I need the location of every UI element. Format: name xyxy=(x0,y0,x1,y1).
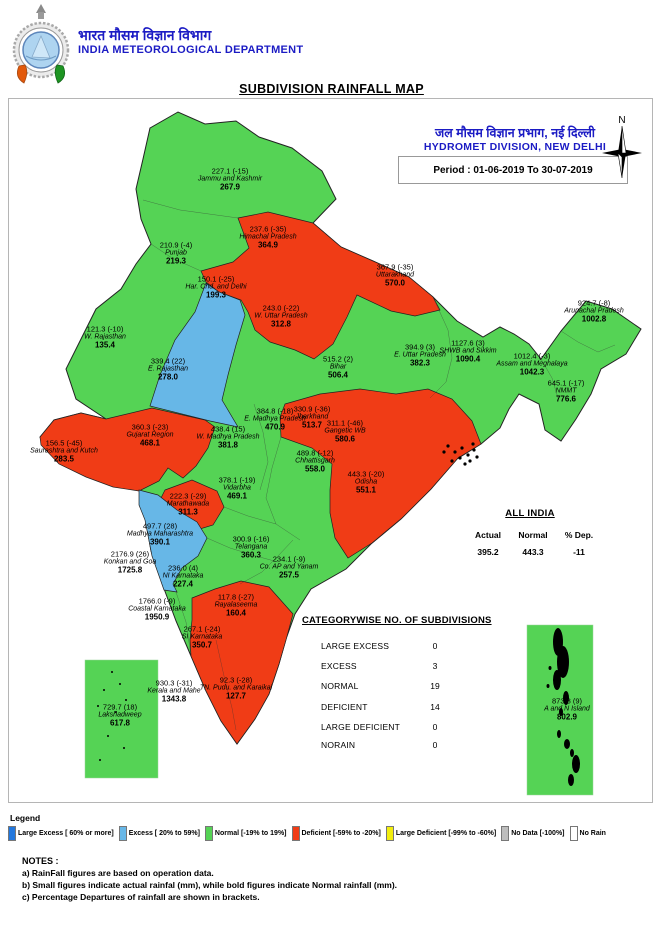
actual-rainfall: 367.9 (-35) xyxy=(376,262,414,272)
period-text: Period : 01-06-2019 To 30-07-2019 xyxy=(433,164,593,176)
category-row-label: DEFICIENT xyxy=(321,702,368,712)
normal-rainfall: 360.3 xyxy=(240,550,262,560)
normal-rainfall: 382.3 xyxy=(409,358,431,368)
actual-rainfall: 117.8 (-27) xyxy=(217,592,255,602)
subdivision-label-odisha xyxy=(348,470,385,495)
legend-item xyxy=(8,826,114,841)
all-india-col-actual: Actual xyxy=(475,530,501,540)
subdivision-label-gangetic-wb xyxy=(324,419,365,444)
note-line-b: b) Small figures indicate actual rainfal (mm), while bold figures indicate Normal rainfall (mm). xyxy=(22,880,398,890)
category-row-label: LARGE DEFICIENT xyxy=(321,722,401,732)
normal-rainfall: 469.1 xyxy=(226,491,248,501)
subdivision-name: W. Rajasthan xyxy=(84,333,126,341)
subdivision-name: Uttarakhand xyxy=(375,271,415,279)
category-row-value: 0 xyxy=(432,641,438,651)
subdivision-label-konkan-and-goa xyxy=(104,550,157,575)
category-row-label: NORAIN xyxy=(321,740,356,750)
normal-rainfall: 127.7 xyxy=(225,691,247,701)
legend-swatch xyxy=(570,826,578,841)
normal-rainfall: 278.0 xyxy=(157,372,179,382)
subdivision-label-shwb-and-sikkim xyxy=(439,339,496,364)
all-india-col-dep: % Dep. xyxy=(564,530,594,540)
period-box xyxy=(398,156,628,184)
subdivision-name: NI Karnataka xyxy=(162,572,204,580)
actual-rainfall: 156.5 (-45) xyxy=(45,438,83,448)
actual-rainfall: 237.6 (-35) xyxy=(249,224,287,234)
subdivision-label-madhya-maharashtra xyxy=(127,522,193,547)
subdivision-name: E. Madhya Pradesh xyxy=(244,415,306,423)
all-india-actual: 395.2 xyxy=(477,547,499,557)
subdivision-label-gujarat-region xyxy=(126,423,173,448)
category-row-value: 0 xyxy=(432,722,438,732)
actual-rainfall: 497.7 (28) xyxy=(142,521,178,531)
actual-rainfall: 924.7 (-8) xyxy=(577,298,611,308)
actual-rainfall: 360.3 (-23) xyxy=(131,422,169,432)
subdivision-name: W. Uttar Pradesh xyxy=(254,312,308,320)
legend-swatch xyxy=(119,826,127,841)
subdivision-label-assam-and-meghalaya xyxy=(496,352,567,377)
normal-rainfall: 283.5 xyxy=(53,454,75,464)
legend-label: Large Excess [ 60% or more] xyxy=(18,830,114,837)
subdivision-name: Lakshadweep xyxy=(98,711,142,719)
subdivision-name: Arunachal Pradesh xyxy=(564,307,624,315)
actual-rainfall: 339.4 (22) xyxy=(150,356,186,366)
actual-rainfall: 438.4 (15) xyxy=(210,424,246,434)
subdivision-label-lakshadweep xyxy=(98,703,141,728)
category-row-value: 3 xyxy=(432,661,438,671)
subdivision-name: W. Madhya Pradesh xyxy=(196,433,260,441)
subdivision-label-si-karnataka xyxy=(182,625,222,650)
normal-rainfall: 1090.4 xyxy=(455,354,481,364)
normal-rainfall: 1002.8 xyxy=(581,314,607,324)
actual-rainfall: 930.3 (-31) xyxy=(155,678,193,688)
normal-rainfall: 219.3 xyxy=(165,256,187,266)
actual-rainfall: 2176.9 (26) xyxy=(110,549,150,559)
subdivision-name: Assam and Meghalaya xyxy=(496,360,568,368)
notes-title: NOTES : xyxy=(22,856,59,866)
subdivision-name: Punjab xyxy=(165,249,187,257)
actual-rainfall: 443.3 (-20) xyxy=(347,469,385,479)
actual-rainfall: 873.8 (9) xyxy=(551,696,583,706)
normal-rainfall: 1042.3 xyxy=(519,367,545,377)
normal-rainfall: 513.7 xyxy=(301,420,323,430)
subdivision-name: Kerala and Mahe xyxy=(147,687,201,695)
subdivision-name: Madhya Maharashtra xyxy=(126,530,194,538)
legend-title: Legend xyxy=(10,813,41,823)
subdivision-label-co-ap-and-yanam xyxy=(260,555,319,580)
subdivision-label-e-uttar-pradesh xyxy=(394,343,446,368)
normal-rainfall: 1725.8 xyxy=(117,565,143,575)
legend-label: Deficient [-59% to -20%] xyxy=(301,830,381,837)
all-india-normal: 443.3 xyxy=(522,547,544,557)
actual-rainfall: 227.1 (-15) xyxy=(211,166,249,176)
actual-rainfall: 150.1 (-25) xyxy=(197,274,235,284)
actual-rainfall: 267.1 (-24) xyxy=(183,624,221,634)
header-hindi-title: भारत मौसम विज्ञान विभाग xyxy=(78,27,212,43)
normal-rainfall: 160.4 xyxy=(225,608,247,618)
legend xyxy=(8,826,658,841)
subdivision-label-saurashtra-and-kutch xyxy=(30,439,98,464)
subdivision-name: Himachal Pradesh xyxy=(239,233,297,241)
actual-rainfall: 1766.0 (-9) xyxy=(138,596,176,606)
subdivision-name: Odisha xyxy=(354,478,378,486)
actual-rainfall: 243.0 (-22) xyxy=(262,303,300,313)
subdivision-name: Jammu and Kashmir xyxy=(197,175,263,183)
subdivision-name: Rayalaseema xyxy=(214,601,258,609)
normal-rainfall: 558.0 xyxy=(304,464,326,474)
legend-swatch xyxy=(292,826,300,841)
category-row-label: LARGE EXCESS xyxy=(321,641,390,651)
legend-item xyxy=(501,826,564,841)
subdivision-label-nmmt xyxy=(548,379,585,404)
normal-rainfall: 135.4 xyxy=(94,340,116,350)
subdivision-label-uttarakhand xyxy=(376,263,414,288)
normal-rainfall: 350.7 xyxy=(191,640,213,650)
category-row-label: NORMAL xyxy=(321,681,359,691)
actual-rainfall: 394.9 (3) xyxy=(404,342,436,352)
legend-label: Large Deficient [-99% to -60%] xyxy=(395,830,497,837)
compass-n-label: N xyxy=(618,115,626,126)
legend-swatch xyxy=(8,826,16,841)
subdivision-name: Coastal Karnataka xyxy=(128,605,186,613)
normal-rainfall: 390.1 xyxy=(149,537,171,547)
legend-item xyxy=(205,826,287,841)
header-english-title: INDIA METEOROLOGICAL DEPARTMENT xyxy=(78,44,304,56)
normal-rainfall: 617.8 xyxy=(109,718,131,728)
category-row-value: 14 xyxy=(430,702,440,712)
subdivision-label-har-chd-and-delhi xyxy=(185,275,246,300)
legend-item xyxy=(386,826,496,841)
page-title: SUBDIVISION RAINFALL MAP xyxy=(239,82,424,96)
normal-rainfall: 802.9 xyxy=(556,712,578,722)
normal-rainfall: 570.0 xyxy=(384,278,406,288)
normal-rainfall: 580.6 xyxy=(334,434,356,444)
subdivision-name: TN. Pudu. and Karaikal xyxy=(199,684,273,692)
subdivision-name: Har. Chd. and Delhi xyxy=(185,283,247,291)
actual-rainfall: 121.3 (-10) xyxy=(86,324,124,334)
all-india-title: ALL INDIA xyxy=(505,508,555,519)
hydromet-english: HYDROMET DIVISION, NEW DELHI xyxy=(423,141,607,153)
legend-label: Excess [ 20% to 59%] xyxy=(128,830,200,837)
legend-item xyxy=(292,826,381,841)
legend-item xyxy=(119,826,200,841)
subdivision-label-arunachal-pradesh xyxy=(564,299,624,324)
normal-rainfall: 311.3 xyxy=(178,507,198,517)
subdivision-label-himachal-pradesh xyxy=(239,225,296,250)
subdivision-name: Marathawada xyxy=(166,500,210,508)
subdivision-label-e-rajasthan xyxy=(148,357,188,382)
normal-rainfall: 776.6 xyxy=(555,394,577,404)
actual-rainfall: 1127.6 (3) xyxy=(451,338,485,348)
subdivision-name: Bihar xyxy=(329,363,347,371)
subdivision-label-coastal-karnataka xyxy=(128,597,186,622)
hydromet-hindi: जल मौसम विज्ञान प्रभाग, नई दिल्ली xyxy=(434,126,596,140)
subdivision-name: Gangetic WB xyxy=(324,427,366,435)
actual-rainfall: 234.1 (-9) xyxy=(272,554,306,564)
actual-rainfall: 92.3 (-28) xyxy=(219,675,253,685)
category-row-label: EXCESS xyxy=(321,661,357,671)
subdivision-name: Telangana xyxy=(234,543,268,551)
actual-rainfall: 210.9 (-4) xyxy=(159,240,193,250)
actual-rainfall: 384.8 (-18) xyxy=(256,406,294,416)
category-row-value: 0 xyxy=(432,740,438,750)
normal-rainfall: 199.3 xyxy=(205,290,227,300)
subdivision-label-jammu-and-kashmir xyxy=(198,167,262,192)
actual-rainfall: 645.1 (-17) xyxy=(547,378,585,388)
subdivision-label-w-rajasthan xyxy=(84,325,126,350)
subdivision-name: Jharkhand xyxy=(295,413,329,421)
normal-rainfall: 312.8 xyxy=(270,319,292,329)
subdivision-label-a-and-n-island xyxy=(544,697,590,722)
normal-rainfall: 506.4 xyxy=(327,370,349,380)
subdivision-name: SHWB and Sikkim xyxy=(439,347,497,355)
note-line-c: c) Percentage Departures of rainfall are shown in brackets. xyxy=(22,892,260,902)
normal-rainfall: 267.9 xyxy=(219,182,241,192)
actual-rainfall: 311.1 (-46) xyxy=(326,418,364,428)
legend-swatch xyxy=(501,826,509,841)
actual-rainfall: 1012.4 (-3) xyxy=(513,351,551,361)
subdivision-name: Gujarat Region xyxy=(126,431,174,439)
subdivision-label-rayalaseema xyxy=(215,593,258,618)
actual-rainfall: 236.0 (4) xyxy=(167,563,199,573)
actual-rainfall: 729.7 (18) xyxy=(102,702,138,712)
normal-rainfall: 227.4 xyxy=(172,579,194,589)
all-india-dep: -11 xyxy=(573,547,585,557)
actual-rainfall: 300.9 (-16) xyxy=(232,534,270,544)
category-table-title: CATEGORYWISE NO. OF SUBDIVISIONS xyxy=(302,615,492,626)
notes xyxy=(22,855,397,903)
subdivision-name: Co. AP and Yanam xyxy=(259,563,319,571)
normal-rainfall: 470.9 xyxy=(264,422,286,432)
legend-label: Normal [-19% to 19%] xyxy=(214,830,287,837)
subdivision-label-w-uttar-pradesh xyxy=(254,304,307,329)
normal-rainfall: 1950.9 xyxy=(144,612,170,622)
subdivision-label-tn-pudu-and-karaikal xyxy=(200,676,272,701)
actual-rainfall: 378.1 (-19) xyxy=(218,475,256,485)
subdivision-name: E. Uttar Pradesh xyxy=(394,351,446,359)
actual-rainfall: 489.8 (-12) xyxy=(296,448,334,458)
subdivision-label-ni-karnataka xyxy=(163,564,204,589)
subdivision-name: E. Rajasthan xyxy=(147,365,189,373)
subdivision-label-bihar xyxy=(323,355,353,380)
normal-rainfall: 1343.8 xyxy=(161,694,187,704)
subdivision-name: A and N Island xyxy=(544,705,590,713)
normal-rainfall: 551.1 xyxy=(355,485,377,495)
normal-rainfall: 364.9 xyxy=(257,240,279,250)
note-line-a: a) RainFall figures are based on operation data. xyxy=(22,868,214,878)
normal-rainfall: 381.8 xyxy=(217,440,239,450)
compass-icon xyxy=(598,112,646,180)
normal-rainfall: 257.5 xyxy=(278,570,300,580)
subdivision-name: Vidarbha xyxy=(223,484,251,492)
category-row-value: 19 xyxy=(430,681,440,691)
subdivision-label-kerala-and-mahe xyxy=(147,679,200,704)
normal-rainfall: 468.1 xyxy=(139,438,161,448)
actual-rainfall: 515.2 (2) xyxy=(322,354,354,364)
subdivision-name: Konkan and Goa xyxy=(103,558,157,566)
legend-swatch xyxy=(205,826,213,841)
subdivision-label-punjab xyxy=(160,241,193,266)
subdivision-name: NMMT xyxy=(555,387,577,395)
actual-rainfall: 222.3 (-29) xyxy=(169,491,207,501)
all-india-col-normal: Normal xyxy=(518,530,548,540)
legend-label: No Rain xyxy=(579,830,606,837)
subdivision-label-vidarbha xyxy=(219,476,256,501)
subdivision-label-chhattisgarh xyxy=(295,449,335,474)
subdivision-name: Chhattisgarh xyxy=(295,457,335,465)
legend-swatch xyxy=(386,826,394,841)
actual-rainfall: 330.9 (-36) xyxy=(293,404,331,414)
subdivision-name: SI Karnataka xyxy=(181,633,223,641)
subdivision-name: Saurashtra and Kutch xyxy=(30,447,98,455)
subdivision-label-marathawada xyxy=(167,492,209,517)
legend-item xyxy=(570,826,606,841)
legend-label: No Data [-100%] xyxy=(511,830,565,837)
